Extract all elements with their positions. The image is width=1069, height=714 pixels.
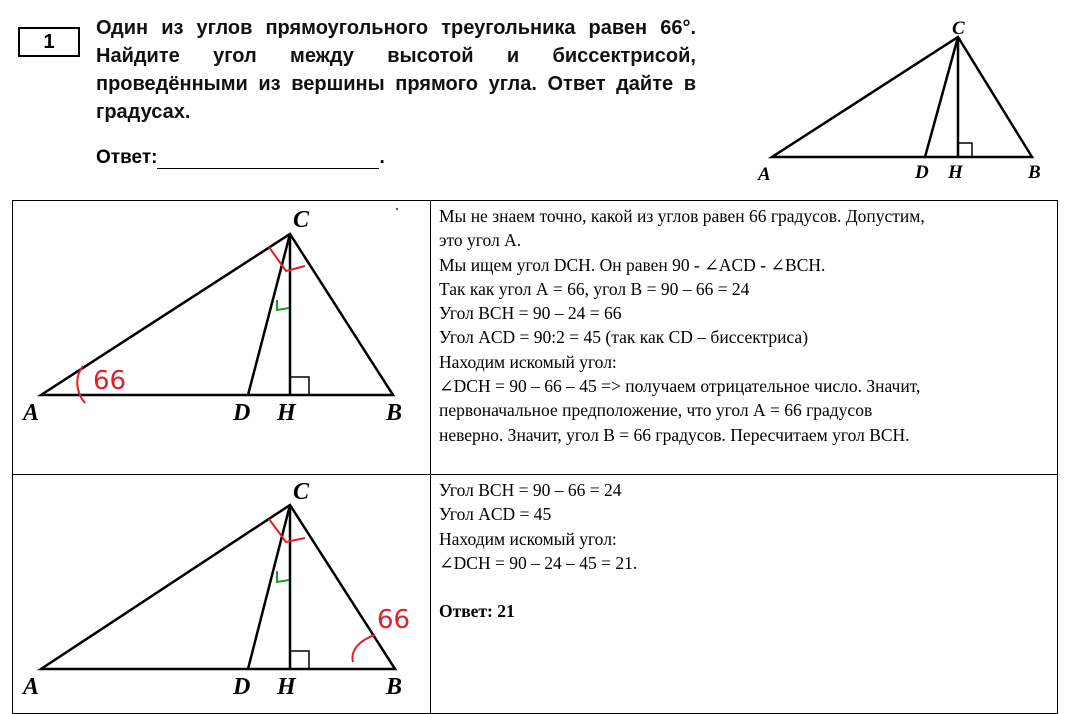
problem-number: 1 — [18, 27, 80, 57]
point-label-d: D — [233, 400, 251, 426]
vertex-label-a: A — [758, 164, 771, 185]
explanation-cell-2 — [431, 475, 1058, 714]
answer-blank — [157, 150, 379, 169]
angle-mark-dch — [277, 300, 289, 310]
solution-line: Находим искомый угол: — [439, 351, 617, 372]
answer-label: Ответ: — [96, 147, 158, 168]
solution-line: Угол ВСН = 90 – 24 = 66 — [439, 303, 622, 324]
solution-line: Угол ACD = 45 — [439, 504, 552, 525]
solution-table — [12, 200, 1058, 714]
solution-row-2 — [13, 475, 1058, 714]
final-answer: Ответ: 21 — [439, 601, 515, 622]
solution-line: Находим искомый угол: — [439, 528, 617, 549]
solution-row-1 — [13, 201, 1058, 475]
figure-cell-2 — [13, 475, 431, 714]
point-label-d: D — [233, 674, 251, 700]
point-label-h: H — [948, 162, 963, 183]
point-label-h: H — [277, 674, 296, 700]
vertex-label-b: B — [1028, 162, 1041, 183]
solution-line: ∠DCH = 90 – 66 – 45 => получаем отрицательное число. Значит, — [439, 376, 921, 397]
vertex-label-c: C — [952, 18, 965, 39]
angle-arc-b — [352, 635, 375, 662]
solution-line: Так как угол А = 66, угол В = 90 – 66 = 24 — [439, 278, 750, 299]
vertex-label-c: C — [293, 479, 310, 505]
solution-line: это угол А. — [439, 230, 522, 251]
point-label-d: D — [915, 162, 929, 183]
solution-line: первоначальное предположение, что угол А = 66 градусов — [439, 400, 873, 421]
annotated-figure-1 — [13, 201, 430, 469]
solution-line: Мы ищем угол DCH. Он равен 90 - ∠ACD - ∠BCH. — [439, 254, 826, 275]
vertex-label-b: B — [386, 400, 403, 426]
solution-line: неверно. Значит, угол В = 66 градусов. Пересчитаем угол ВСН. — [439, 424, 910, 445]
answer-field: Ответ: . — [96, 147, 385, 168]
angle-mark-dch — [277, 571, 289, 582]
solution-line: Угол ACD = 90:2 = 45 (так как CD – биссектриса) — [439, 327, 809, 348]
point-label-h: H — [277, 400, 296, 426]
annotated-figure-2 — [13, 475, 430, 708]
problem-triangle-figure — [750, 12, 1060, 187]
solution-line: Мы не знаем точно, какой из углов равен 66 градусов. Допустим, — [439, 206, 925, 226]
problem-statement: Один из углов прямоугольного треугольника равен 66°. Найдите угол между высотой и биссектрисой, проведёнными из вершины прямого угла. Ответ дайте в градусах. — [96, 17, 696, 123]
solution-line: Угол ВСН = 90 – 66 = 24 — [439, 480, 622, 500]
vertex-label-a: A — [23, 400, 40, 426]
angle-value-66: 66 — [377, 605, 411, 635]
angle-value-66: 66 — [93, 366, 127, 396]
vertex-label-c: C — [293, 207, 310, 233]
explanation-cell-1 — [431, 201, 1058, 475]
figure-cell-1 — [13, 201, 431, 475]
angle-mark-bch — [269, 519, 305, 542]
solution-line: ∠DCH = 90 – 24 – 45 = 21. — [439, 552, 638, 573]
vertex-label-a: A — [23, 674, 40, 700]
vertex-label-b: B — [386, 674, 403, 700]
